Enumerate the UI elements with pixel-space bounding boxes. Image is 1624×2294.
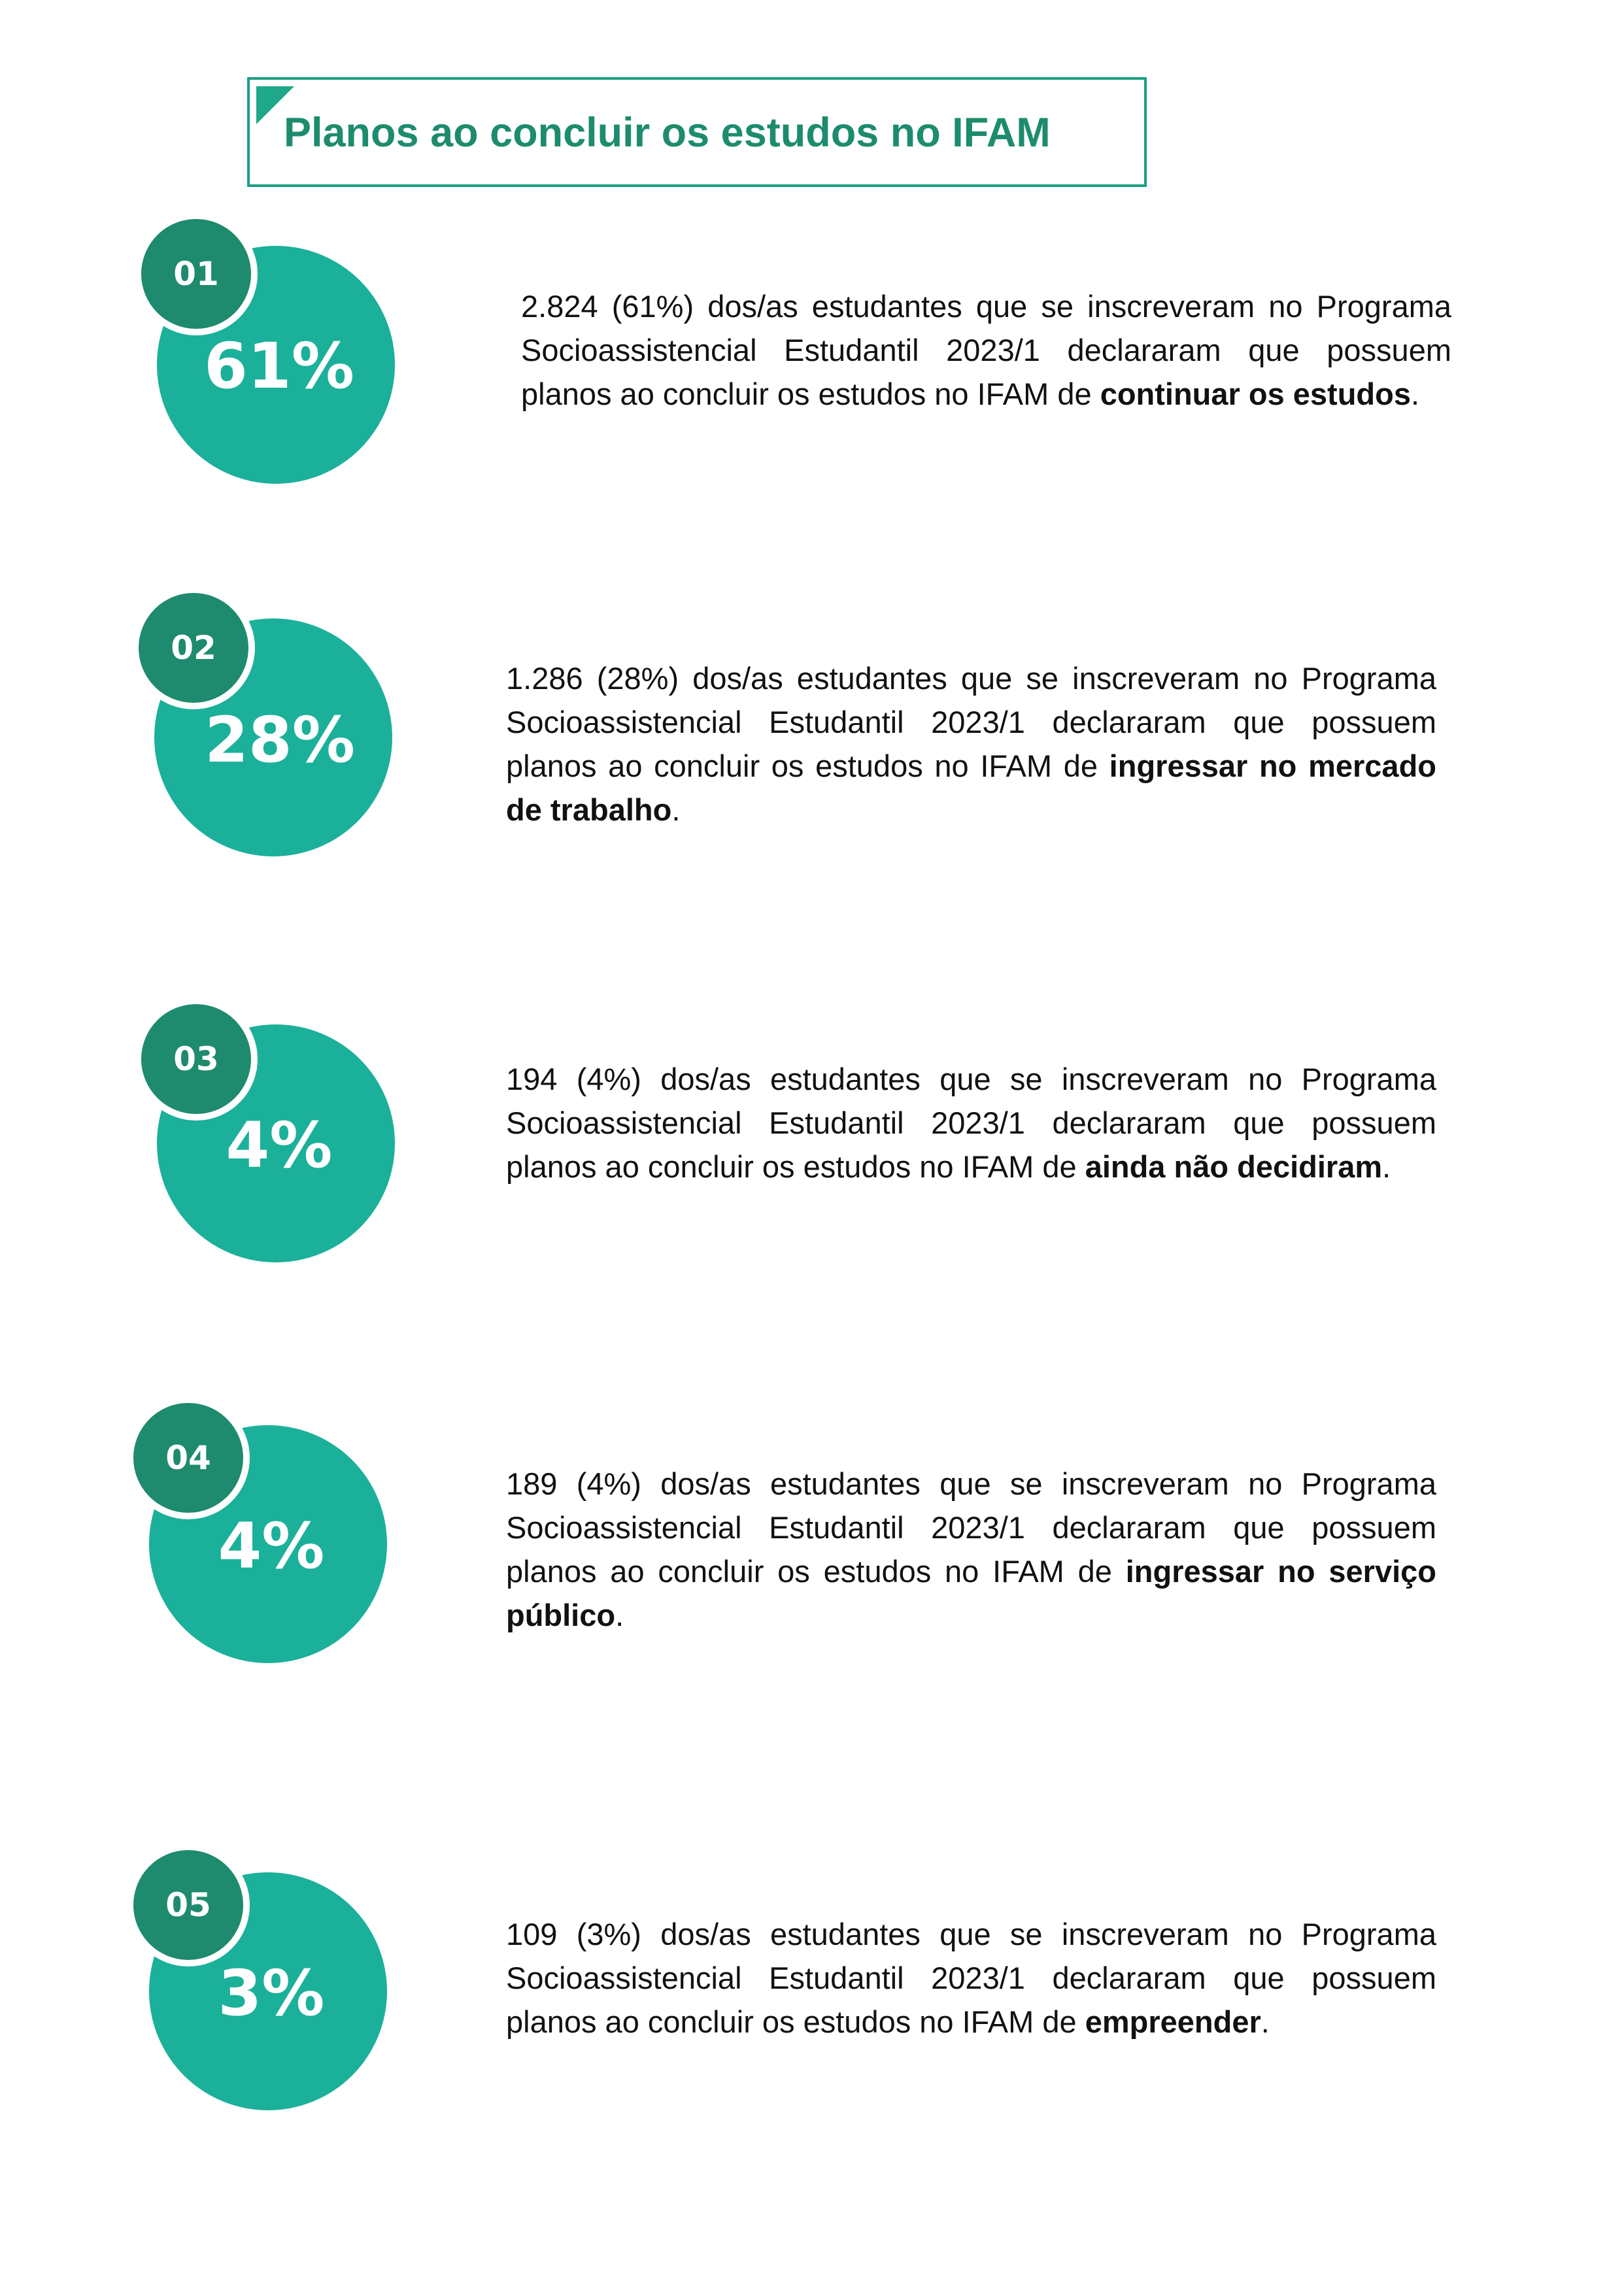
description-highlight: ingressar no mercado de trabalho [506, 749, 1436, 827]
stat-description [521, 284, 1451, 416]
percent-value: 4% [218, 1510, 325, 1583]
number-badge-label: 05 [165, 1886, 211, 1924]
description-text: 2.824 (61%) dos/as estudantes que se inscreveram no Programa Socioassistencial Estudantil 2023/1 declararam que possuem planos ao concluir os estudos no IFAM de [521, 289, 1451, 411]
percent-value: 28% [205, 703, 355, 777]
percent-value: 61% [204, 329, 354, 403]
stat-description [506, 656, 1436, 832]
number-badge [135, 998, 258, 1121]
description-highlight: ingressar no serviço público [506, 1554, 1436, 1632]
number-badge [127, 1396, 250, 1519]
description-suffix: . [1382, 1149, 1391, 1184]
number-badge-label: 04 [165, 1439, 211, 1477]
number-badge [127, 1844, 250, 1966]
description-text: 1.286 (28%) dos/as estudantes que se inscreveram no Programa Socioassistencial Estudantil 2023/1 declararam que possuem planos ao concluir os estudos no IFAM de [506, 661, 1436, 783]
description-suffix: . [1410, 377, 1420, 411]
description-suffix: . [1260, 2004, 1270, 2039]
description-highlight: empreender [1085, 2004, 1261, 2039]
title-box [247, 77, 1147, 187]
stat-description [506, 1912, 1436, 2044]
description-suffix: . [671, 792, 681, 827]
stat-description [506, 1057, 1436, 1189]
description-suffix: . [615, 1598, 624, 1632]
number-badge-label: 01 [173, 255, 219, 293]
stat-description [506, 1462, 1436, 1637]
description-highlight: continuar os estudos [1100, 377, 1411, 411]
number-badge [135, 212, 258, 335]
description-text: 109 (3%) dos/as estudantes que se inscreveram no Programa Socioassistencial Estudantil 2023/1 declararam que possuem planos ao concluir os estudos no IFAM de [506, 1917, 1436, 2039]
page-title: Planos ao concluir os estudos no IFAM [284, 110, 1051, 156]
description-highlight: ainda não decidiram [1085, 1149, 1383, 1184]
percent-value: 3% [218, 1957, 325, 2030]
percent-value: 4% [226, 1109, 333, 1182]
number-badge [132, 586, 255, 709]
description-text: 194 (4%) dos/as estudantes que se inscreveram no Programa Socioassistencial Estudantil 2023/1 declararam que possuem planos ao concluir os estudos no IFAM de [506, 1062, 1436, 1184]
number-badge-label: 03 [173, 1040, 219, 1078]
number-badge-label: 02 [171, 629, 216, 667]
description-text: 189 (4%) dos/as estudantes que se inscreveram no Programa Socioassistencial Estudantil 2023/1 declararam que possuem planos ao concluir os estudos no IFAM de [506, 1466, 1436, 1589]
